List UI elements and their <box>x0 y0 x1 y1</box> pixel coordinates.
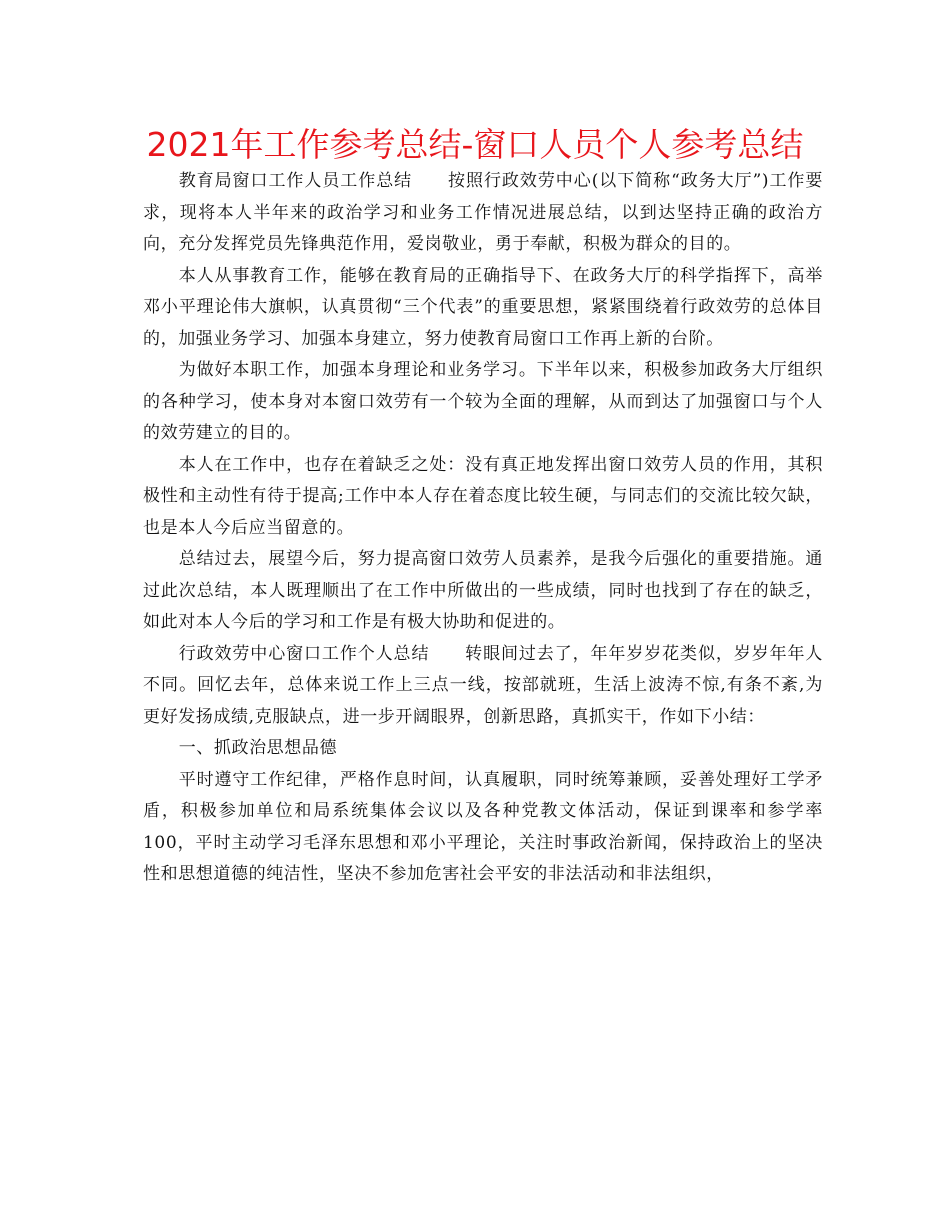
paragraph-summary: 总结过去，展望今后，努力提高窗口效劳人员素养，是我今后强化的重要措施。通过此次总结，本人既理顺出了在工作中所做出的一些成绩，同时也找到了存在的缺乏，如此对本人今后的学习和工作是有极大协助和促进的。 <box>143 549 823 632</box>
paragraph-service-center: 行政效劳中心窗口工作个人总结 转眼间过去了，年年岁岁花类似，岁岁年年人不同。回忆去年，总体来说工作上三点一线，按部就班，生活上波涛不惊,有条不紊,为更好发扬成绩,克服缺点，进一步开阔眼界，创新思路，真抓实干，作如下小结： <box>143 643 823 727</box>
section-heading-political: 一、抓政治思想品德 <box>178 738 338 758</box>
paragraph-study: 为做好本职工作，加强本身理论和业务学习。下半年以来，积极参加政务大厅组织的各种学习，使本身对本窗口效劳有一个较为全面的理解，从而到达了加强窗口与个人的效劳建立的目的。 <box>143 360 823 443</box>
document-title: 2021年工作参考总结-窗口人员个人参考总结 <box>146 125 804 164</box>
paragraph-discipline: 平时遵守工作纪律，严格作息时间，认真履职，同时统筹兼顾，妥善处理好工学矛盾，积极参加单位和局系统集体会议以及各种党教文体活动，保证到课率和参学率100，平时主动学习毛泽东思想和邓小平理论，关注时事政治新闻，保持政治上的坚决性和思想道德的纯洁性，坚决不参加危害社会平安的非法活动和非法组织， <box>143 769 823 884</box>
paragraph-shortcomings: 本人在工作中，也存在着缺乏之处：没有真正地发挥出窗口效劳人员的作用，其积极性和主动性有待于提高;工作中本人存在着态度比较生硬，与同志们的交流比较欠缺，也是本人今后应当留意的。 <box>143 454 823 538</box>
paragraph-intro: 教育局窗口工作人员工作总结 按照行政效劳中心(以下简称“政务大厅”)工作要求，现将本人半年来的政治学习和业务工作情况进展总结，以到达坚持正确的政治方向，充分发挥党员先锋典范作用，爱岗敬业，勇于奉献，积极为群众的目的。 <box>143 171 823 254</box>
document-body <box>143 166 823 891</box>
paragraph-education-work: 本人从事教育工作，能够在教育局的正确指导下、在政务大厅的科学指挥下，高举邓小平理论伟大旗帜，认真贯彻“三个代表”的重要思想，紧紧围绕着行政效劳的总体目的，加强业务学习、加强本身建立，努力使教育局窗口工作再上新的台阶。 <box>143 265 823 349</box>
